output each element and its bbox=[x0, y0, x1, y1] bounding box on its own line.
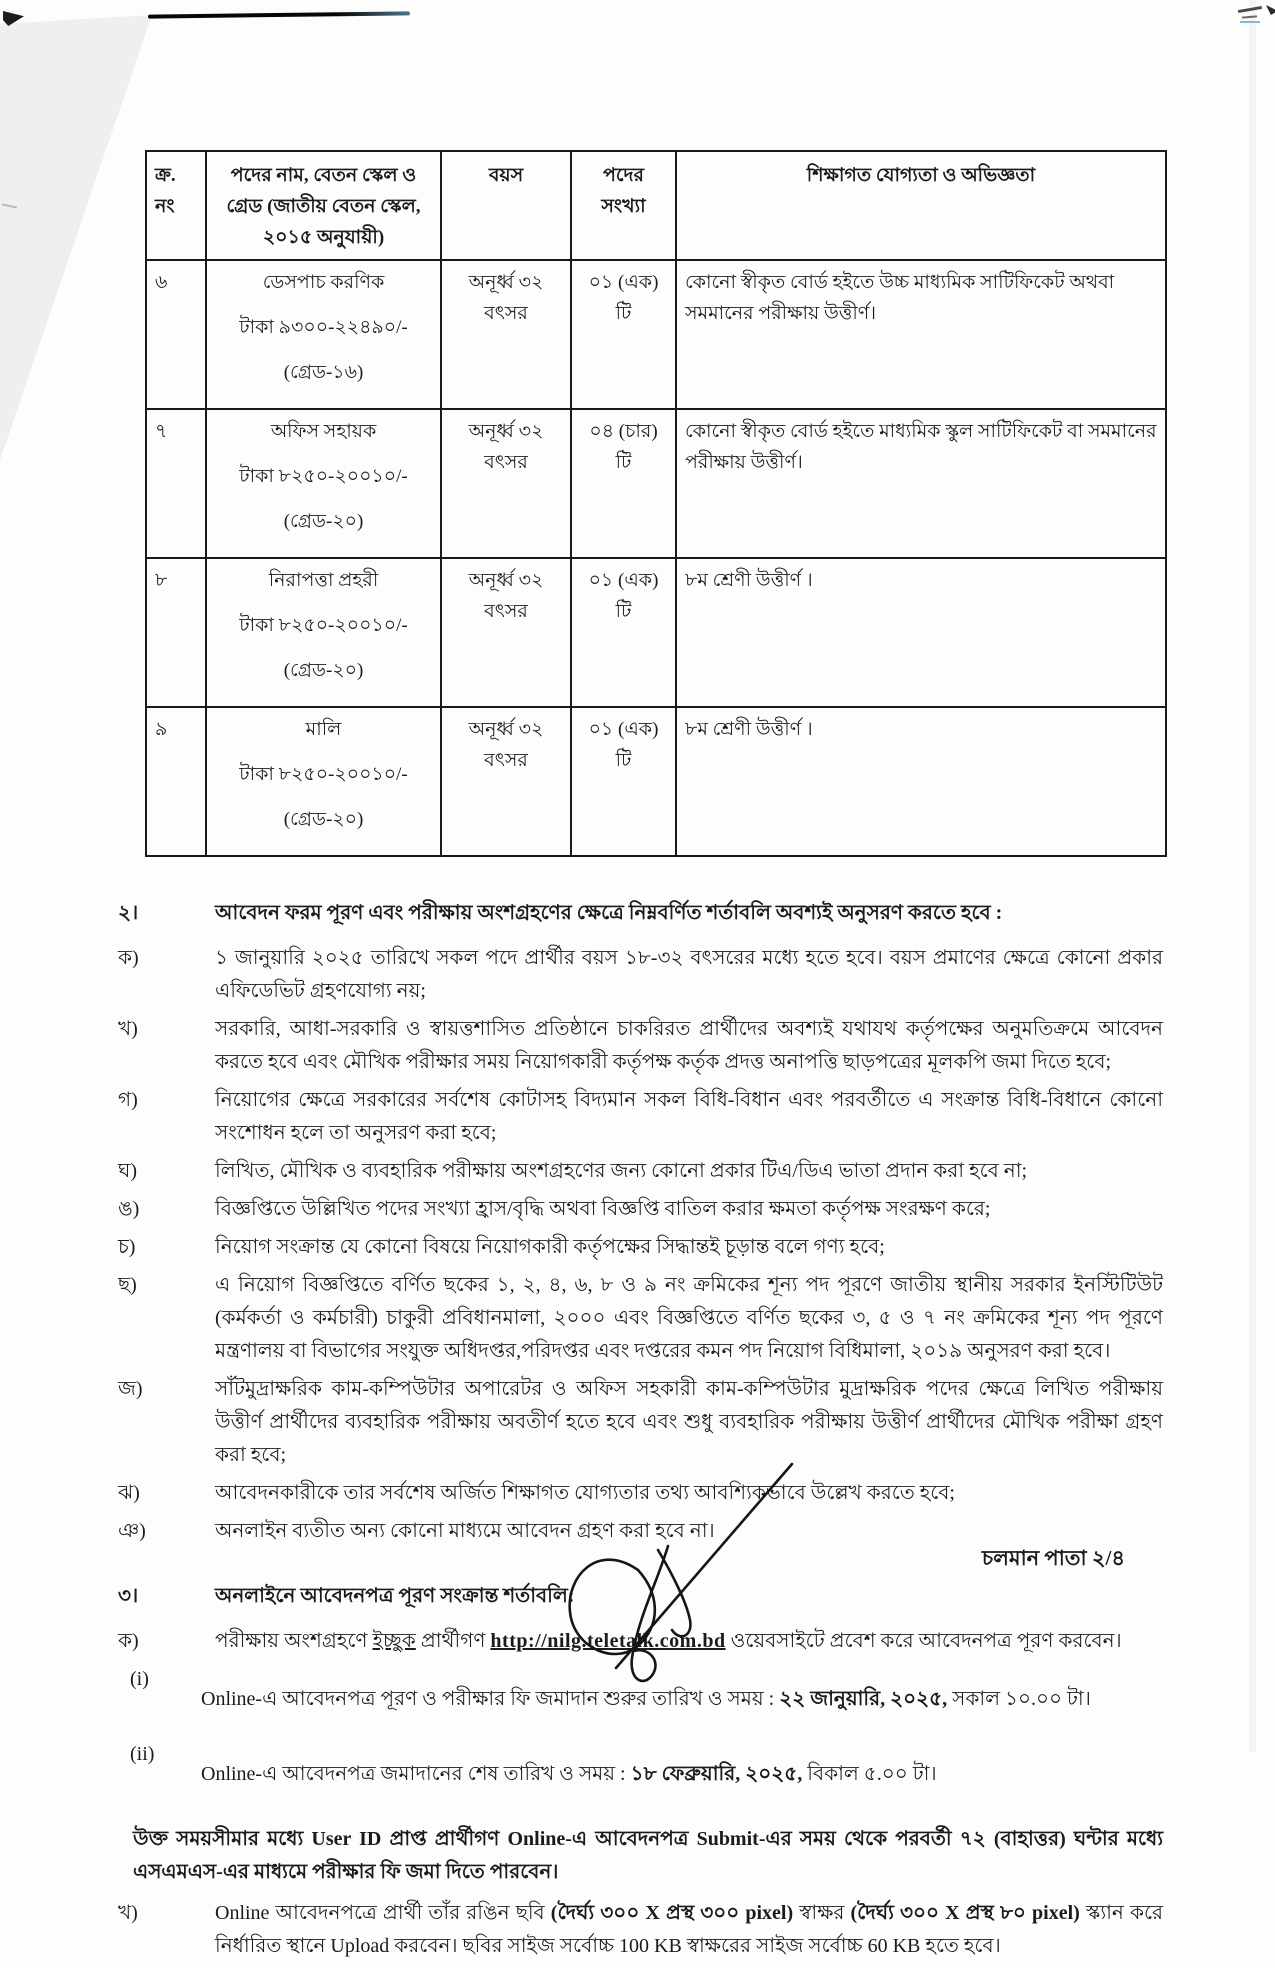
table-row bbox=[146, 260, 1166, 409]
scan-right-band bbox=[1249, 0, 1256, 1752]
blue-pen-stroke bbox=[1240, 21, 1260, 23]
table-row bbox=[146, 409, 1166, 558]
grade: (গ্রেড-২০) bbox=[283, 511, 364, 532]
qualification-cell: কোনো স্বীকৃত বোর্ড হইতে উচ্চ মাধ্যমিক সাটিফিকেট অথবা সমমানের পরীক্ষায় উত্তীর্ণ। bbox=[676, 260, 1166, 409]
item-label: খ) bbox=[118, 1018, 138, 1040]
signature-dimensions: (দৈর্ঘ্য ৩০০ X প্রস্থ ৮০ pixel) bbox=[850, 1902, 1080, 1924]
item-label: খ) bbox=[118, 1902, 138, 1924]
item-text: সাঁটমুদ্রাক্ষরিক কাম-কম্পিউটার অপারেটর ও অফিস সহকারী কাম-কম্পিউটার মুদ্রাক্ষরিক পদের ক্ষেত্রে লিখিত পরীক্ষায় উত্তীর্ণ প্রার্থীদের ব্যবহারিক পরীক্ষায় অবতীর্ণ হতে হবে এবং শুধু ব্যবহারিক পরীক্ষায় উত্তীর্ণ প্রার্থীদের মৌখিক পরীক্ষা গ্রহণ করা হবে; bbox=[215, 1378, 1163, 1466]
item-label: জ) bbox=[118, 1378, 143, 1400]
photo-upload-post: স্ক্যান করে নির্ধারিত স্থানে Upload করবেন। ছবির সাইজ সর্বোচ্চ 100 KB স্বাক্ষরের সাইজ সর্বোচ্চ 60 KB হতে হবে। bbox=[215, 1902, 1163, 1957]
pay-scale: টাকা ৯৩০০-২২৪৯০/- bbox=[239, 317, 408, 338]
post-name-cell bbox=[206, 409, 441, 558]
item-label: চ) bbox=[118, 1236, 136, 1258]
item-label: ঞ) bbox=[118, 1520, 146, 1542]
condition-item bbox=[118, 1269, 1163, 1368]
post-name: মালি bbox=[305, 719, 342, 740]
item-text-post: ওয়েবসাইটে প্রবেশ করে আবেদনপত্র পূরণ করবেন। bbox=[725, 1630, 1122, 1652]
qualification-cell: কোনো স্বীকৃত বোর্ড হইতে মাধ্যমিক স্কুল সাটিফিকেট বা সমমানের পরীক্ষায় উত্তীর্ণ। bbox=[676, 409, 1166, 558]
pay-scale: টাকা ৮২৫০-২০০১০/- bbox=[239, 466, 408, 487]
start-time: সকাল ১০.০০ টা। bbox=[947, 1688, 1091, 1710]
item-text: অনলাইন ব্যতীত অন্য কোনো মাধ্যমে আবেদন গ্রহণ করা হবে না। bbox=[215, 1520, 715, 1542]
age-cell: অনূর্ধ্ব ৩২ বৎসর bbox=[441, 707, 571, 856]
item-label: ঘ) bbox=[118, 1160, 138, 1182]
post-count-cell: ০১ (এক) টি bbox=[571, 558, 676, 707]
item-label: ঝ) bbox=[118, 1482, 140, 1504]
photo-upload-pre: Online আবেদনপত্রে প্রার্থী তাঁর রঙিন ছবি bbox=[215, 1902, 551, 1924]
item-label: (ii) bbox=[130, 1743, 155, 1765]
photo-dimensions: (দৈর্ঘ্য ৩০০ X প্রস্থ ৩০০ pixel) bbox=[550, 1902, 794, 1924]
condition-item bbox=[118, 942, 1163, 1008]
age-cell: অনূর্ধ্ব ৩২ বৎসর bbox=[441, 558, 571, 707]
item-text: নিয়োগের ক্ষেত্রে সরকারের সর্বশেষ কোটাসহ বিদ্যমান সকল বিধি-বিধান এবং পরবর্তীতে এ সংক্রান্ত বিধি-বিধানে কোনো সংশোধন হলে তা অনুসরণ করা হবে; bbox=[215, 1089, 1163, 1144]
section-title: আবেদন ফরম পূরণ এবং পরীক্ষায় অংশগ্রহণের ক্ষেত্রে নিম্নবর্ণিত শর্তাবলি অবশ্যই অনুসরণ করতে হবে : bbox=[215, 902, 1003, 924]
scan-top-edge-line bbox=[148, 11, 410, 18]
column-header-post-count: পদের সংখ্যা bbox=[571, 151, 676, 260]
item-label: ঙ) bbox=[118, 1198, 140, 1220]
item-label: গ) bbox=[118, 1089, 138, 1111]
item-label: ক) bbox=[118, 1630, 139, 1652]
item-text: ১ জানুয়ারি ২০২৫ তারিখে সকল পদে প্রার্থীর বয়স ১৮-৩২ বৎসরের মধ্যে হতে হবে। বয়স প্রমাণের ক্ষেত্রে কোনো প্রকার এফিডেভিট গ্রহণযোগ্য নয়; bbox=[215, 947, 1163, 1002]
item-label: ক) bbox=[118, 947, 139, 969]
grade: (গ্রেড-১৬) bbox=[283, 362, 364, 383]
table-row bbox=[146, 558, 1166, 707]
schedule-item-end bbox=[130, 1738, 1163, 1811]
pay-scale: টাকা ৮২৫০-২০০১০/- bbox=[239, 764, 408, 785]
item-text: এ নিয়োগ বিজ্ঞপ্তিতে বর্ণিত ছকের ১, ২, ৪, ৬, ৮ ও ৯ নং ক্রমিকের শূন্য পদ পূরণে জাতীয় স্থানীয় সরকার ইনস্টিটিউট (কর্মকর্তা ও কর্মচারী) চাকুরী প্রবিধানমালা, ২০০০ এবং বিজ্ঞপ্তিতে বর্ণিত ছকের ৩, ৫ ও ৭ নং ক্রমিকের শূন্য পদ পূরণে মন্ত্রণালয় বা বিভাগের সংযুক্ত অধিদপ্তর,পরিদপ্তর এবং দপ্তরের কমন পদ নিয়োগ বিধিমালা, ২০১৯ অনুসরণ করা হবে। bbox=[215, 1274, 1163, 1362]
post-count-cell: ০১ (এক) টি bbox=[571, 707, 676, 856]
grade: (গ্রেড-২০) bbox=[283, 660, 364, 681]
qualification-cell: ৮ম শ্রেণী উত্তীর্ণ । bbox=[676, 707, 1166, 856]
condition-item bbox=[118, 1155, 1163, 1188]
condition-item bbox=[118, 1897, 1163, 1963]
page-continuation-note: চলমান পাতা ২/৪ bbox=[981, 1546, 1125, 1570]
item-text-pre: পরীক্ষায় অংশগ্রহণে bbox=[215, 1630, 373, 1652]
item-text: লিখিত, মৌখিক ও ব্যবহারিক পরীক্ষায় অংশগ্রহণের জন্য কোনো প্রকার টিএ/ডিএ ভাতা প্রদান করা হবে না; bbox=[215, 1160, 1028, 1182]
condition-item bbox=[118, 1231, 1163, 1264]
item-text: বিজ্ঞপ্তিতে উল্লিখিত পদের সংখ্যা হ্রাস/বৃদ্ধি অথবা বিজ্ঞপ্তি বাতিল করার ক্ষমতা কর্তৃপক্ষ সংরক্ষণ করে; bbox=[215, 1198, 991, 1220]
signature-scribble bbox=[540, 1450, 820, 1710]
item-label: ছ) bbox=[118, 1274, 137, 1296]
column-header-age: বয়স bbox=[441, 151, 571, 260]
pay-scale: টাকা ৮২৫০-২০০১০/- bbox=[239, 615, 408, 636]
serial-cell: ৬ bbox=[146, 260, 206, 409]
signature-diagonal-stroke bbox=[616, 1464, 792, 1668]
photo-upload-mid: স্বাক্ষর bbox=[793, 1902, 851, 1924]
end-date: ১৮ ফেব্রুয়ারি, ২০২৫, bbox=[630, 1763, 803, 1785]
pencil-stroke bbox=[1242, 15, 1257, 18]
column-header-serial: ক্র. নং bbox=[146, 151, 206, 260]
condition-item bbox=[118, 1193, 1163, 1226]
condition-item bbox=[118, 1013, 1163, 1079]
fee-deadline-note: উক্ত সময়সীমার মধ্যে User ID প্রাপ্ত প্রার্থীগণ Online-এ আবেদনপত্র Submit-এর সময় থেকে পরবর্তী ৭২ (বাহাত্তর) ঘন্টার মধ্যে এসএমএস-এর মাধ্যমে পরীক্ষার ফি জমা দিতে পারবেন। bbox=[133, 1828, 1163, 1883]
post-name: নিরাপত্তা প্রহরী bbox=[268, 570, 379, 591]
section-title: অনলাইনে আবেদনপত্র পূরণ সংক্রান্ত শর্তাবলি: bbox=[215, 1585, 575, 1607]
post-name: ডেসপাচ করণিক bbox=[262, 272, 385, 293]
serial-cell: ৯ bbox=[146, 707, 206, 856]
table-row bbox=[146, 707, 1166, 856]
column-header-post-name: পদের নাম, বেতন স্কেল ও গ্রেড (জাতীয় বেতন স্কেল, ২০১৫ অনুযায়ী) bbox=[206, 151, 441, 260]
item-label: (i) bbox=[130, 1668, 149, 1690]
section-number: ২। bbox=[118, 902, 139, 924]
application-website-url: http://nilg.teletalk.com.bd bbox=[490, 1630, 726, 1652]
section-2-heading bbox=[118, 897, 1163, 930]
signature-loop bbox=[570, 1560, 655, 1654]
age-cell: অনূর্ধ্ব ৩২ বৎসর bbox=[441, 409, 571, 558]
post-name: অফিস সহায়ক bbox=[270, 421, 377, 442]
start-date: ২২ জানুয়ারি, ২০২৫, bbox=[779, 1688, 948, 1710]
post-count-cell: ০১ (এক) টি bbox=[571, 260, 676, 409]
underlined-word: ইচ্ছুক bbox=[372, 1630, 416, 1652]
post-name-cell bbox=[206, 558, 441, 707]
condition-item bbox=[118, 1084, 1163, 1150]
column-header-qualification: শিক্ষাগত যোগ্যতা ও অভিজ্ঞতা bbox=[676, 151, 1166, 260]
end-time: বিকাল ৫.০০ টা। bbox=[802, 1763, 937, 1785]
grade: (গ্রেড-২০) bbox=[283, 809, 364, 830]
post-name-cell bbox=[206, 707, 441, 856]
serial-cell: ৭ bbox=[146, 409, 206, 558]
item-text: আবেদনকারীকে তার সর্বশেষ অর্জিত শিক্ষাগত যোগ্যতার তথ্য আবশ্যিকভাবে উল্লেখ করতে হবে; bbox=[215, 1482, 955, 1504]
item-text bbox=[201, 1758, 1163, 1791]
item-text: নিয়োগ সংক্রান্ত যে কোনো বিষয়ে নিয়োগকারী কর্তৃপক্ষের সিদ্ধান্তই চূড়ান্ত বলে গণ্য হবে; bbox=[215, 1236, 885, 1258]
post-count-cell: ০৪ (চার) টি bbox=[571, 409, 676, 558]
qualification-cell: ৮ম শ্রেণী উত্তীর্ণ । bbox=[676, 558, 1166, 707]
positions-table bbox=[145, 150, 1167, 857]
pencil-mark-icon bbox=[1232, 4, 1275, 30]
section-number: ৩। bbox=[118, 1585, 139, 1607]
serial-cell: ৮ bbox=[146, 558, 206, 707]
post-name-cell bbox=[206, 260, 441, 409]
age-cell: অনূর্ধ্ব ৩২ বৎসর bbox=[441, 260, 571, 409]
item-text: সরকারি, আধা-সরকারি ও স্বায়ত্তশাসিত প্রতিষ্ঠানে চাকরিরত প্রার্থীদের অবশ্যই যথাযথ কর্তৃপক্ষের অনুমতিক্রমে আবেদন করতে হবে এবং মৌখিক পরীক্ষার সময় নিয়োগকারী কর্তৃপক্ষ কর্তৃক প্রদত্ত অনাপত্তি ছাড়পত্রের মূলকপি জমা দিতে হবে; bbox=[215, 1018, 1163, 1073]
item-text bbox=[215, 1897, 1163, 1963]
schedule-text: Online-এ আবেদনপত্র জমাদানের শেষ তারিখ ও সময় : bbox=[201, 1763, 631, 1785]
corner-arrow-mark bbox=[1266, 5, 1275, 15]
item-text-mid: প্রার্থীগণ bbox=[415, 1630, 491, 1652]
schedule-text: Online-এ আবেদনপত্র পূরণ ও পরীক্ষার ফি জমাদান শুরুর তারিখ ও সময় : bbox=[201, 1688, 780, 1710]
pencil-stroke bbox=[1238, 6, 1262, 13]
table-header-row bbox=[146, 151, 1166, 260]
